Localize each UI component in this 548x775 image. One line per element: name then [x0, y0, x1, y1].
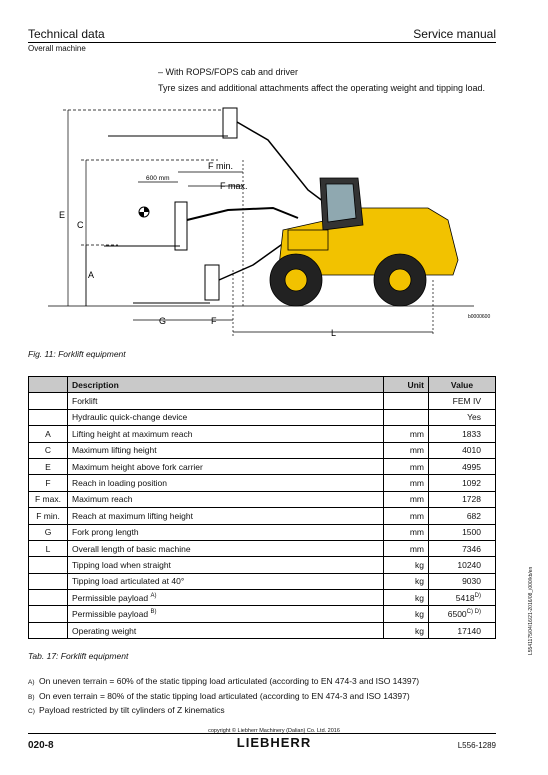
- row-description: Reach at maximum lifting height: [68, 508, 384, 524]
- table-row: [29, 475, 496, 491]
- header-unit: Unit: [384, 377, 429, 393]
- figure-code: b0000600: [468, 314, 491, 320]
- row-unit: kg: [384, 590, 429, 606]
- row-description: Operating weight: [68, 622, 384, 638]
- row-unit: kg: [384, 622, 429, 638]
- row-value: Yes: [429, 409, 496, 425]
- row-unit: mm: [384, 540, 429, 556]
- row-symbol: F max.: [29, 491, 68, 507]
- row-value: $6500^{C) D)}$: [429, 606, 496, 622]
- row-description: Tipping load articulated at 40°: [68, 573, 384, 589]
- table-caption: Tab. 17: Forklift equipment: [28, 651, 129, 661]
- header-sym: [29, 377, 68, 393]
- table-row: [29, 409, 496, 425]
- row-symbol: [29, 557, 68, 573]
- table-row: [29, 491, 496, 507]
- fork-carrier-top: [223, 108, 237, 138]
- row-unit: kg: [384, 573, 429, 589]
- row-value: 9030: [429, 573, 496, 589]
- label-g: G: [159, 316, 167, 326]
- row-symbol: F min.: [29, 508, 68, 524]
- row-symbol: A: [29, 426, 68, 442]
- row-unit: mm: [384, 426, 429, 442]
- fork-carrier-low: [205, 265, 219, 300]
- row-description: Lifting height at maximum reach: [68, 426, 384, 442]
- table-row: [29, 622, 496, 638]
- header-right: Service manual: [413, 27, 496, 41]
- row-value: 1833: [429, 426, 496, 442]
- row-symbol: [29, 393, 68, 409]
- row-unit: mm: [384, 508, 429, 524]
- row-symbol: [29, 606, 68, 622]
- row-description: Fork prong length: [68, 524, 384, 540]
- forklift-diagram: [28, 100, 496, 340]
- brand-logo: LIEBHERR: [236, 735, 312, 750]
- row-value: 17140: [429, 622, 496, 638]
- row-symbol: F: [29, 475, 68, 491]
- row-unit: mm: [384, 442, 429, 458]
- table-header-row: [29, 377, 496, 393]
- table-row: [29, 426, 496, 442]
- row-symbol: [29, 409, 68, 425]
- side-document-code: L5541175/04/16/21-2016/08_i000/kb/en: [528, 566, 534, 655]
- row-unit: kg: [384, 557, 429, 573]
- wheel-loader: [270, 178, 458, 306]
- row-value: 682: [429, 508, 496, 524]
- footnote: C) Payload restricted by tilt cylinders of Z kinematics: [28, 705, 225, 715]
- header-title: Technical data: [28, 27, 105, 41]
- label-f: F: [211, 316, 217, 326]
- copyright: copyright © Liebherr Machinery (Dalian) Co. Ltd. 2016: [208, 728, 340, 734]
- spec-table: [28, 376, 496, 639]
- row-value: 1500: [429, 524, 496, 540]
- row-unit: [384, 409, 429, 425]
- row-symbol: L: [29, 540, 68, 556]
- figure-caption: Fig. 11: Forklift equipment: [28, 349, 126, 359]
- row-value: 1092: [429, 475, 496, 491]
- table-row: [29, 458, 496, 474]
- table-row: [29, 393, 496, 409]
- row-description: Maximum height above fork carrier: [68, 458, 384, 474]
- row-symbol: C: [29, 442, 68, 458]
- header-divider: [28, 42, 496, 43]
- table-row: [29, 606, 496, 622]
- row-value: 7346: [429, 540, 496, 556]
- label-e: E: [59, 210, 66, 220]
- row-value: 10240: [429, 557, 496, 573]
- row-value: FEM IV: [429, 393, 496, 409]
- header-value: Value: [429, 377, 496, 393]
- table-row: [29, 442, 496, 458]
- label-fmax: F max.: [220, 181, 248, 191]
- row-value: 1728: [429, 491, 496, 507]
- page-number: 020-8: [28, 740, 54, 751]
- row-description: Forklift: [68, 393, 384, 409]
- row-description: Permissible payload $^{A)}$: [68, 590, 384, 606]
- header-description: Description: [68, 377, 384, 393]
- table-row: [29, 573, 496, 589]
- row-description: Reach in loading position: [68, 475, 384, 491]
- intro-bullet: – With ROPS/FOPS cab and driver: [158, 67, 299, 77]
- row-unit: mm: [384, 475, 429, 491]
- row-unit: mm: [384, 524, 429, 540]
- label-600mm: 600 mm: [146, 175, 170, 182]
- row-description: Permissible payload $^{B)}$: [68, 606, 384, 622]
- row-unit: [384, 393, 429, 409]
- row-description: Tipping load when straight: [68, 557, 384, 573]
- label-l: L: [331, 328, 337, 338]
- row-symbol: G: [29, 524, 68, 540]
- fork-carrier-mid: [175, 202, 187, 250]
- row-description: Maximum lifting height: [68, 442, 384, 458]
- label-a: A: [88, 270, 95, 280]
- row-value: $5418^{D)}$: [429, 590, 496, 606]
- label-fmin: F min.: [208, 161, 234, 171]
- intro-text: Tyre sizes and additional attachments affect the operating weight and tipping load.: [158, 83, 486, 93]
- row-description: Hydraulic quick-change device: [68, 409, 384, 425]
- row-unit: mm: [384, 458, 429, 474]
- row-unit: kg: [384, 606, 429, 622]
- table-row: [29, 590, 496, 606]
- row-value: 4995: [429, 458, 496, 474]
- row-symbol: [29, 622, 68, 638]
- table-row: [29, 524, 496, 540]
- table-row: [29, 557, 496, 573]
- row-description: Maximum reach: [68, 491, 384, 507]
- model-code: L556-1289: [457, 741, 496, 750]
- footnote: A) On uneven terrain = 60% of the static tipping load articulated (according to EN 474-3 and ISO 14397): [28, 676, 420, 686]
- row-symbol: [29, 573, 68, 589]
- row-description: Overall length of basic machine: [68, 540, 384, 556]
- row-symbol: [29, 590, 68, 606]
- label-c: C: [77, 220, 84, 230]
- table-row: [29, 540, 496, 556]
- header-subtitle: Overall machine: [28, 44, 86, 53]
- footnotes: [28, 675, 419, 719]
- row-symbol: E: [29, 458, 68, 474]
- footnote: B) On even terrain = 80% of the static tipping load articulated (according to EN 474-3 and ISO 14397): [28, 690, 410, 701]
- table-row: [29, 508, 496, 524]
- row-value: 4010: [429, 442, 496, 458]
- row-unit: mm: [384, 491, 429, 507]
